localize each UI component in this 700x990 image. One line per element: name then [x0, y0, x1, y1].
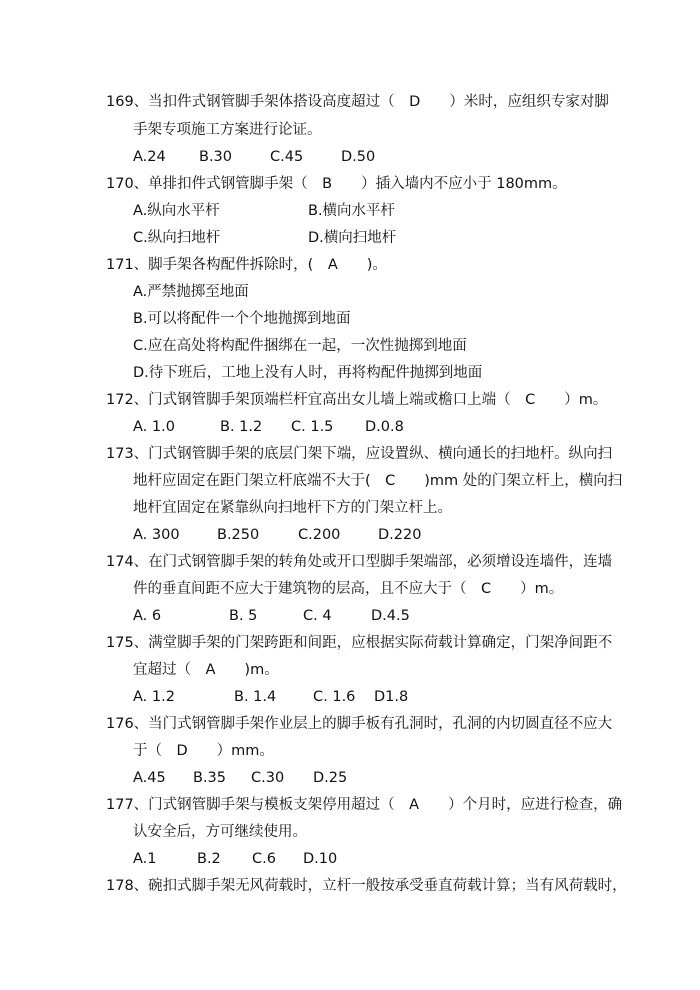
option-a: A. 6 [133, 608, 162, 624]
option-d: D.220 [378, 527, 422, 543]
option-b: B.30 [199, 149, 233, 165]
option-c: C.200 [298, 527, 341, 543]
option-b: B. 1.4 [234, 689, 277, 705]
option-d: D.0.8 [365, 419, 404, 435]
question-171-option-c: C.应在高处将构配件捆绑在一起，一次性抛掷到地面 [133, 338, 467, 354]
option-c: C. 4 [303, 608, 332, 624]
question-174-stem-line-2: 件的垂直间距不应大于建筑物的层高，且不应大于（ C ）m。 [133, 581, 564, 597]
option-a: A. 1.2 [133, 689, 175, 705]
question-173-stem-line-2: 地杆应固定在距门架立杆底端不大于( C )mm 处的门架立杆上，横向扫 [133, 473, 623, 489]
option-d: D.横向扫地杆 [308, 230, 397, 246]
option-b: B.2 [197, 851, 221, 867]
option-a: A. 1.0 [133, 419, 175, 435]
option-a: A. 300 [133, 527, 180, 543]
option-c: C.30 [251, 770, 285, 786]
question-177-stem-line-1: 177、门式钢管脚手架与模板支架停用超过（ A ）个月时，应进行检查，确 [106, 797, 623, 813]
option-c: C. 1.6 [313, 689, 356, 705]
option-c: C. 1.5 [291, 419, 334, 435]
question-175-stem-line-2: 宜超过（ A )m。 [133, 662, 279, 678]
question-171-stem-line-1: 171、脚手架各构配件拆除时，( A )。 [106, 257, 387, 273]
question-171-option-d: D.待下班后，工地上没有人时，再将构配件抛掷到地面 [133, 365, 483, 381]
question-170-stem-line-1: 170、单排扣件式钢管脚手架（ B ）插入墙内不应小于 180mm。 [106, 176, 567, 192]
question-171-option-b: B.可以将配件一个个地抛掷到地面 [133, 311, 351, 327]
option-c: C.45 [270, 149, 304, 165]
option-b: B.横向水平杆 [308, 203, 396, 219]
option-a: A.24 [133, 149, 166, 165]
question-171-option-a: A.严禁抛掷至地面 [133, 284, 249, 300]
option-b: B.250 [217, 527, 260, 543]
question-173-stem-line-1: 173、门式钢管脚手架的底层门架下端，应设置纵、横向通长的扫地杆。纵向扫 [106, 446, 613, 462]
option-c: C.纵向扫地杆 [133, 230, 221, 246]
option-d: D.4.5 [371, 608, 410, 624]
question-169-stem-line-2: 手架专项施工方案进行论证。 [133, 122, 322, 138]
option-d: D.50 [341, 149, 376, 165]
question-176-stem-line-1: 176、当门式钢管脚手架作业层上的脚手板有孔洞时，孔洞的内切圆直径不应大 [106, 716, 613, 732]
option-d: D.10 [303, 851, 338, 867]
option-c: C.6 [252, 851, 276, 867]
option-b: B. 1.2 [220, 419, 263, 435]
question-174-stem-line-1: 174、在门式钢管脚手架的转角处或开口型脚手架端部，必须增设连墙件，连墙 [106, 554, 613, 570]
option-a: A.纵向水平杆 [133, 203, 220, 219]
question-177-stem-line-2: 认安全后，方可继续使用。 [133, 824, 307, 840]
question-176-stem-line-2: 于（ D ）mm。 [133, 743, 274, 759]
question-173-stem-line-3: 地杆宜固定在紧靠纵向扫地杆下方的门架立杆上。 [133, 500, 452, 516]
question-172-stem-line-1: 172、门式钢管脚手架顶端栏杆宜高出女儿墙上端或檐口上端（ C ）m。 [106, 392, 608, 408]
option-b: B. 5 [229, 608, 258, 624]
option-d: D.25 [313, 770, 348, 786]
option-b: B.35 [193, 770, 227, 786]
question-178-stem-line-1: 178、碗扣式脚手架无风荷载时，立杆一般按承受垂直荷载计算；当有风荷载时， [106, 878, 627, 894]
option-a: A.45 [133, 770, 166, 786]
question-169-stem-line-1: 169、当扣件式钢管脚手架体搭设高度超过（ D ）米时，应组织专家对脚 [106, 94, 609, 110]
option-a: A.1 [133, 851, 157, 867]
question-175-stem-line-1: 175、满堂脚手架的门架跨距和间距，应根据实际荷载计算确定，门架净间距不 [106, 635, 613, 651]
option-d: D1.8 [374, 689, 409, 705]
